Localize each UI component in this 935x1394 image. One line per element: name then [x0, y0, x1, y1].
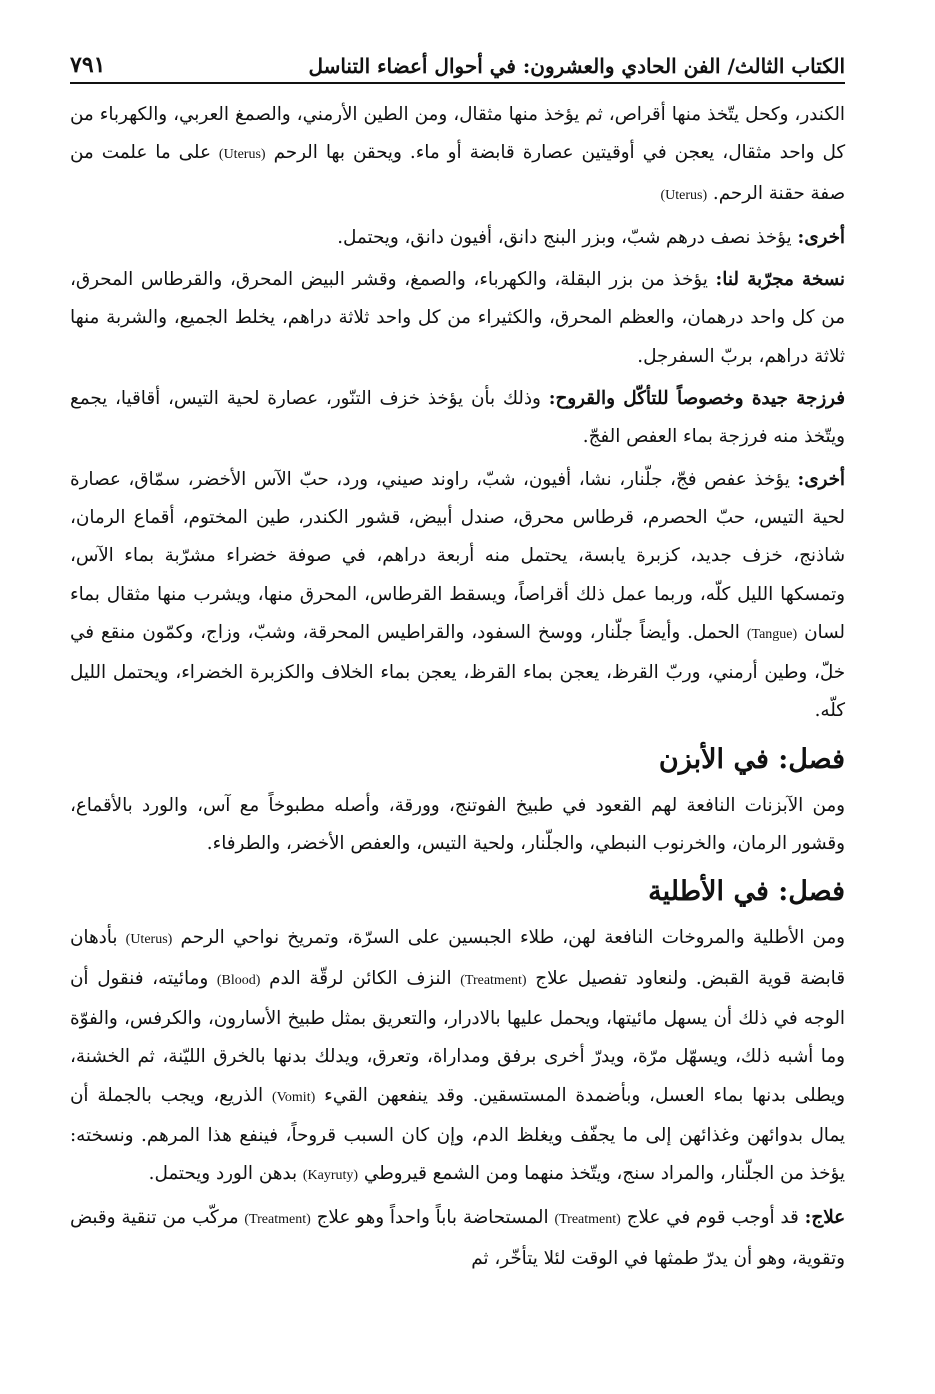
paragraph-3 [70, 261, 845, 376]
paragraph-8-text-b: المستحاضة باباً واحداً وهو علاج [316, 1207, 549, 1229]
paragraph-2-label: أخرى: [797, 226, 845, 248]
paragraph-2 [70, 219, 845, 257]
term-treatment: (Treatment) [460, 972, 527, 988]
paragraph-5 [70, 461, 845, 731]
paragraph-4-text: وذلك بأن يؤخذ خزف التنّور، عصارة لحية التيس، أقاقيا، يجمع ويتّخذ منه فرزجة بماء العفص الفجّ. [70, 388, 845, 448]
paragraph-5-text-b: الحمل. وأيضاً جلّنار، ووسخ السفود، والقراطيس المحرقة، وشبّ، وزاج، وكمّون منقع في خلّ، وطين أرمني، وربّ القرظ، يعجن بماء القرظ، يعجن بماء الخلاف والكزبرة الخضراء، ويحتمل الليل كلّه. [70, 621, 845, 722]
paragraph-1-text-a: الكندر، وكحل يتّخذ منها أقراص، ثم يؤخذ منها مثقال، ومن الطين الأرمني، والصمغ العربي، والكهرباء من كل واحد مثقال، يعجن في أوقيتين عصارة قابضة أو ماء. ويحقن بها الرحم [70, 104, 846, 164]
paragraph-3-text: يؤخذ من بزر البقلة، والكهرباء، والصمغ، وقشر البيض المحرق، والقرطاس المحرق، من كل واحد درهمان، والعظم المحرق، والكثيراء من كل واحد ثلاثة دراهم، يخلط الجميع، والشربة منها ثلاثة دراهم، بربّ السفرجل. [70, 269, 845, 367]
paragraph-7 [70, 919, 845, 1195]
term-treatment-3: (Treatment) [244, 1212, 311, 1228]
paragraph-7-text-d: ومائيته، فنقول أن الوجه في ذلك أن يسهل مائيتها، ويحمل عليها بالادرار، والتعريق بمثل طبيخ الأسارون، والكرفس، والفوّة وما أشبه ذلك، ويسهّل مرّة، ويدرّ أخرى برفق ومداراة، وتعرق، ويدلك بدنها بالخرق الليّنة، ثم الخشنة، ويطلى بدنها بماء العسل، وبأضمدة المستسقين. وقد ينفعهن القيء [70, 967, 846, 1106]
paragraph-1 [70, 96, 845, 215]
paragraph-5-text-a: يؤخذ عفص فجّ، جلّنار، نشا، أفيون، شبّ، راوند صيني، ورد، حبّ الآس الأخضر، سمّاق، عصارة لحية التيس، حبّ الحصرم، قرطاس محرق، صندل أبيض، قشور الكندر، طين المختوم، أقماع الرمان، شاذنج، خزف جديد، كزبرة يابسة، يحتمل منه أربعة دراهم، في صوفة خضراء مشرّبة بماء الآس، وتمسكها الليل كلّه، وربما عمل ذلك أقراصاً، ويسقط القرطاس، المحرق منها، ويشرب منها مثقال بماء لسان [70, 468, 845, 643]
paragraph-8-text-c: مركّب من تنقية وقبض وتقوية، وهو أن يدرّ طمثها في الوقت لئلا يتأخّر، ثم [70, 1207, 845, 1269]
section-heading-atliya: فصل: في الأطلية [648, 876, 845, 908]
paragraph-8 [70, 1199, 845, 1278]
paragraph-7-text-e: الذريع، ويجب بالجملة أن يمال بدوائهن وغذائهن إلى ما يجفّف ويغلظ الدم، وإن كان السبب قروحاً، فينفع هذا المرهم. ونسخته: يؤخذ من الجلّنار، والمراد سنج، ويتّخذ منهما ومن الشمع قيروطي [70, 1084, 845, 1185]
paragraph-7-text-f: بدهن الورد ويحتمل. [148, 1163, 298, 1185]
page-number: ٧٩١ [70, 52, 106, 78]
running-title: الكتاب الثالث/ الفن الحادي والعشرون: في أحوال أعضاء التناسل [308, 54, 845, 78]
term-kayruty: (Kayruty) [302, 1168, 359, 1184]
paragraph-3-label: نسخة مجرّبة لنا: [715, 269, 846, 291]
paragraph-8-text-a: قد أوجب قوم في علاج [626, 1207, 799, 1229]
paragraph-5-label: أخرى: [797, 468, 845, 490]
term-uterus-repeat: (Uterus) [660, 187, 708, 203]
term-treatment-2: (Treatment) [554, 1212, 621, 1228]
term-vomit: (Vomit) [271, 1089, 316, 1105]
paragraph-6: ومن الآبزنات النافعة لهم القعود في طبيخ الفوتنج، وورقة، وأصله مطبوخاً مع آس، والورد بالأقماع، وقشور الرمان، والخرنوب النبطي، والجلّنار، ولحية التيس، والعفص الأخضر، والطرفاء. [70, 794, 845, 855]
page [70, 30, 845, 1370]
term-uterus-2: (Uterus) [125, 932, 173, 948]
section-heading-abzan: فصل: في الأبزن [658, 743, 845, 775]
paragraph-7-text-c: النزف الكائن لرقّة الدم [269, 967, 452, 989]
term-uterus: (Uterus) [218, 147, 266, 163]
paragraph-4 [70, 380, 845, 457]
paragraph-8-label: علاج: [804, 1207, 846, 1229]
term-tangue: (Tangue) [746, 626, 798, 642]
paragraph-2-text: يؤخذ نصف درهم شبّ، وبزر البنج دانق، أفيون دانق، ويحتمل. [337, 226, 792, 248]
paragraph-7-text-b: بأدهان قابضة قوية القبض. ولنعاود تفصيل علاج [70, 927, 845, 989]
term-blood: (Blood) [216, 972, 261, 988]
paragraph-1-text-b: على ما علمت من صفة حقنة الرحم. [70, 142, 845, 204]
paragraph-7-text-a: ومن الأطلية والمروخات النافعة لهن، طلاء الجبسين على السرّة، وتمريخ نواحي الرحم [180, 927, 846, 949]
running-head [70, 30, 845, 84]
paragraph-4-label: فرزجة جيدة وخصوصاً للتأكّل والقروح: [548, 388, 845, 410]
